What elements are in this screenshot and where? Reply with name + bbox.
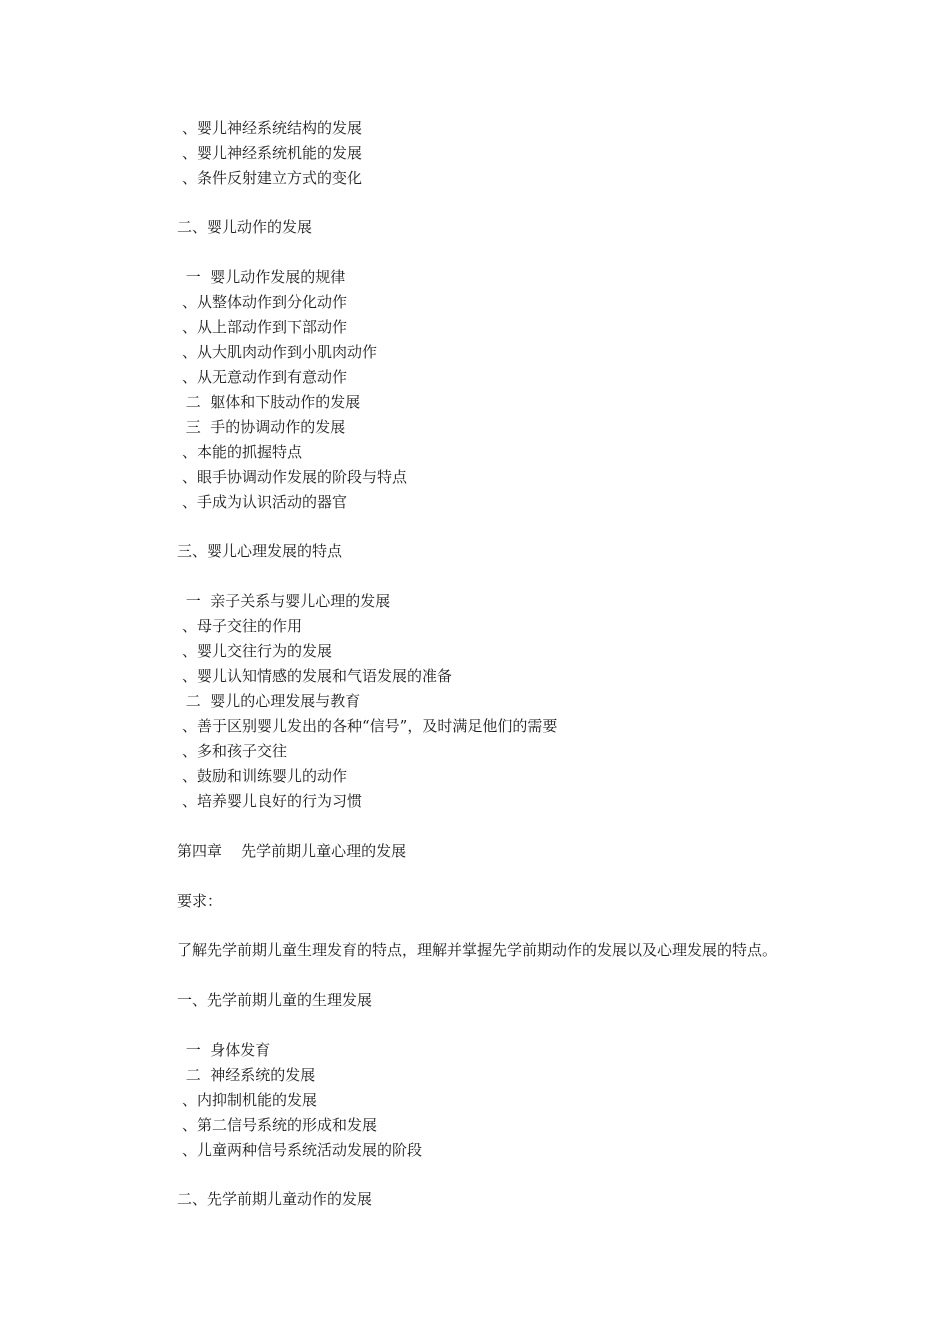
- text-line: 、母子交往的作用: [182, 617, 303, 635]
- section-heading: 二、婴儿动作的发展: [177, 218, 313, 236]
- requirements-text: 了解先学前期儿童生理发育的特点，理解并掌握先学前期动作的发展以及心理发展的特点。: [177, 941, 778, 959]
- text-line: 、第二信号系统的形成和发展: [182, 1116, 378, 1134]
- text-line: 、婴儿神经系统结构的发展: [182, 119, 363, 137]
- text-line: 、从整体动作到分化动作: [182, 293, 348, 311]
- subsection-heading: 一 身体发育: [181, 1041, 271, 1059]
- subsection-heading: 二 神经系统的发展: [181, 1066, 316, 1084]
- text-line: 、本能的抓握特点: [182, 443, 303, 461]
- text-line: 、从上部动作到下部动作: [182, 318, 348, 336]
- section-heading: 一、先学前期儿童的生理发展: [177, 991, 373, 1009]
- text-line: 、多和孩子交往: [182, 742, 288, 760]
- text-line: 、从无意动作到有意动作: [182, 368, 348, 386]
- text-line: 、婴儿交往行为的发展: [182, 642, 333, 660]
- text-line: 、善于区别婴儿发出的各种“信号”，及时满足他们的需要: [182, 717, 558, 735]
- text-line: 、内抑制机能的发展: [182, 1091, 318, 1109]
- subsection-heading: 二 婴儿的心理发展与教育: [181, 692, 361, 710]
- requirements-label: 要求：: [177, 892, 223, 910]
- text-line: 、鼓励和训练婴儿的动作: [182, 767, 348, 785]
- text-line: 、条件反射建立方式的变化: [182, 169, 363, 187]
- section-heading: 三、婴儿心理发展的特点: [177, 542, 343, 560]
- text-line: 、儿童两种信号系统活动发展的阶段: [182, 1141, 423, 1159]
- subsection-heading: 一 亲子关系与婴儿心理的发展: [181, 592, 391, 610]
- text-line: 、婴儿认知情感的发展和气语发展的准备: [182, 667, 453, 685]
- text-line: 、培养婴儿良好的行为习惯: [182, 792, 363, 810]
- chapter-heading: 第四章 先学前期儿童心理的发展: [177, 842, 407, 860]
- subsection-heading: 三 手的协调动作的发展: [181, 418, 346, 436]
- subsection-heading: 一 婴儿动作发展的规律: [181, 268, 346, 286]
- text-line: 、手成为认识活动的器官: [182, 493, 348, 511]
- subsection-heading: 二 躯体和下肢动作的发展: [181, 393, 361, 411]
- text-line: 、眼手协调动作发展的阶段与特点: [182, 468, 408, 486]
- section-heading: 二、先学前期儿童动作的发展: [177, 1190, 373, 1208]
- text-line: 、婴儿神经系统机能的发展: [182, 144, 363, 162]
- text-line: 、从大肌肉动作到小肌肉动作: [182, 343, 378, 361]
